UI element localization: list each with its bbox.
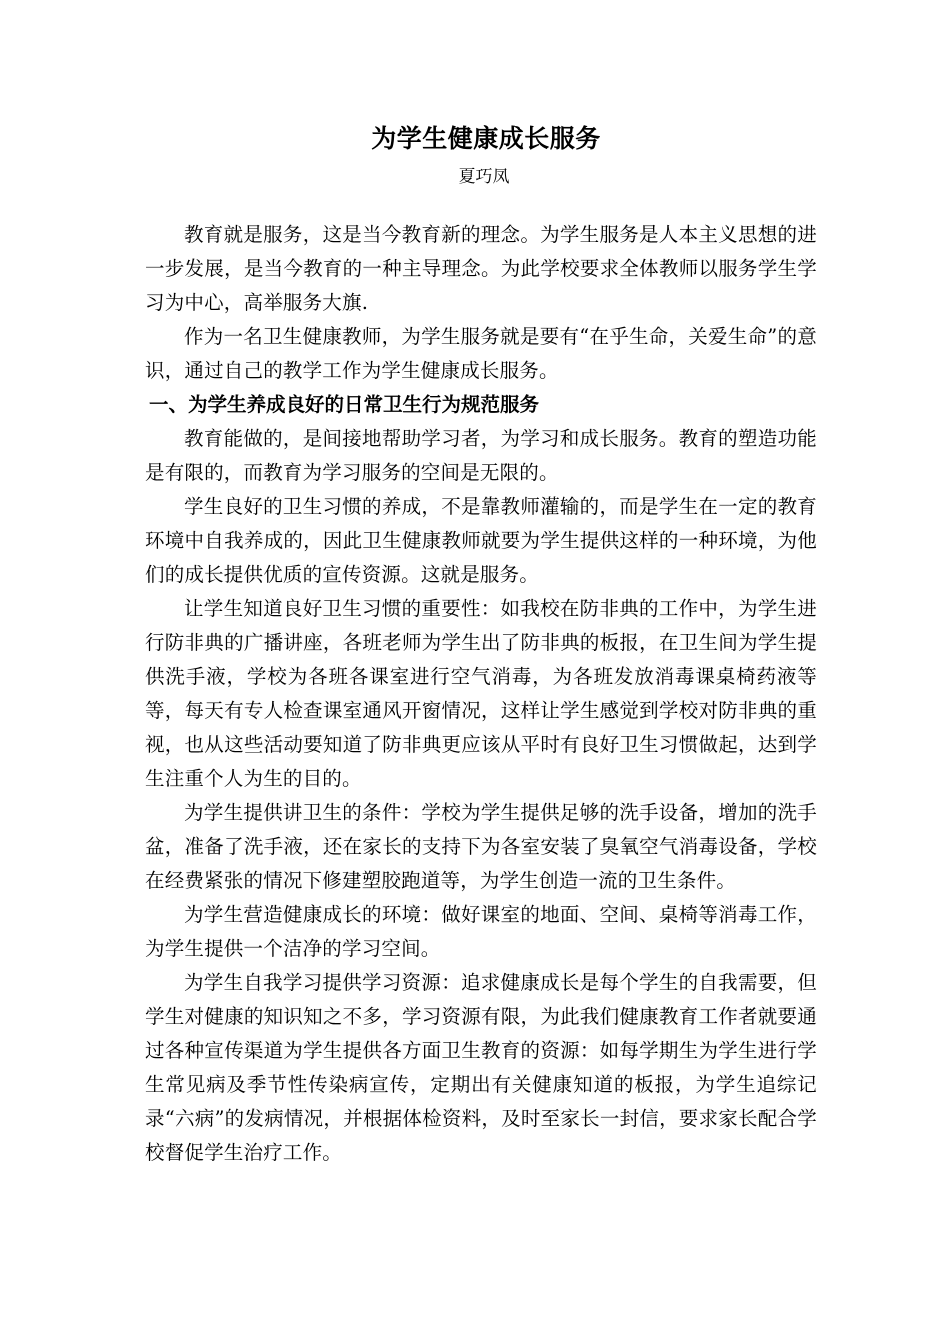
section-paragraph-6: 为学生自我学习提供学习资源：追求健康成长是每个学生的自我需要，但学生对健康的知识知之不多，学习资源有限，为此我们健康教育工作者就要通过各种宣传渠道为学生提供各方面卫生教育的资源：如每学期生为学生进行学生常见病及季节性传染病宣传，定期出有关健康知道的板报，为学生追综记录“六病”的发病情况，并根据体检资料，及时至家长一封信，要求家长配合学校督促学生治疗工作。 bbox=[145, 971, 817, 1164]
document-body bbox=[145, 218, 817, 1170]
section-paragraph-3: 让学生知道良好卫生习惯的重要性：如我校在防非典的工作中，为学生进行防非典的广播讲座，各班老师为学生出了防非典的板报，在卫生间为学生提供洗手液，学校为各班各课室进行空气消毒，为各班发放消毒课桌椅药液等等，每天有专人检查课室通风开窗情况，这样让学生感觉到学校对防非典的重视，也从这些活动要知道了防非典更应该从平时有良好卫生习惯做起，达到学生注重个人为生的目的。 bbox=[145, 597, 817, 790]
document-page bbox=[145, 118, 817, 1170]
intro-paragraph-1: 教育就是服务，这是当今教育新的理念。为学生服务是人本主义思想的进一步发展，是当今教育的一种主导理念。为此学校要求全体教师以服务学生学习为中心，高举服务大旗. bbox=[145, 223, 817, 314]
intro-paragraph-2: 作为一名卫生健康教师，为学生服务就是要有“在乎生命，关爱生命”的意识，通过自己的教学工作为学生健康成长服务。 bbox=[145, 325, 817, 382]
section-paragraph-4: 为学生提供讲卫生的条件：学校为学生提供足够的洗手设备，增加的洗手盆，准备了洗手液，还在家长的支持下为各室安装了臭氧空气消毒设备，学校在经费紧张的情况下修建塑胶跑道等，为学生创造一流的卫生条件。 bbox=[145, 801, 817, 892]
document-author: 夏巧凤 bbox=[458, 167, 510, 187]
section-paragraph-5: 为学生营造健康成长的环境：做好课室的地面、空间、桌椅等消毒工作，为学生提供一个洁净的学习空间。 bbox=[145, 903, 817, 960]
section-heading: 一、为学生养成良好的日常卫生行为规范服务 bbox=[149, 393, 540, 416]
document-title: 为学生健康成长服务 bbox=[371, 124, 601, 153]
section-paragraph-1: 教育能做的，是间接地帮助学习者，为学习和成长服务。教育的塑造功能是有限的，而教育为学习服务的空间是无限的。 bbox=[145, 427, 817, 484]
section-paragraph-2: 学生良好的卫生习惯的养成，不是靠教师灌输的，而是学生在一定的教育环境中自我养成的，因此卫生健康教师就要为学生提供这样的一种环境，为他们的成长提供优质的宣传资源。这就是服务。 bbox=[145, 495, 817, 586]
